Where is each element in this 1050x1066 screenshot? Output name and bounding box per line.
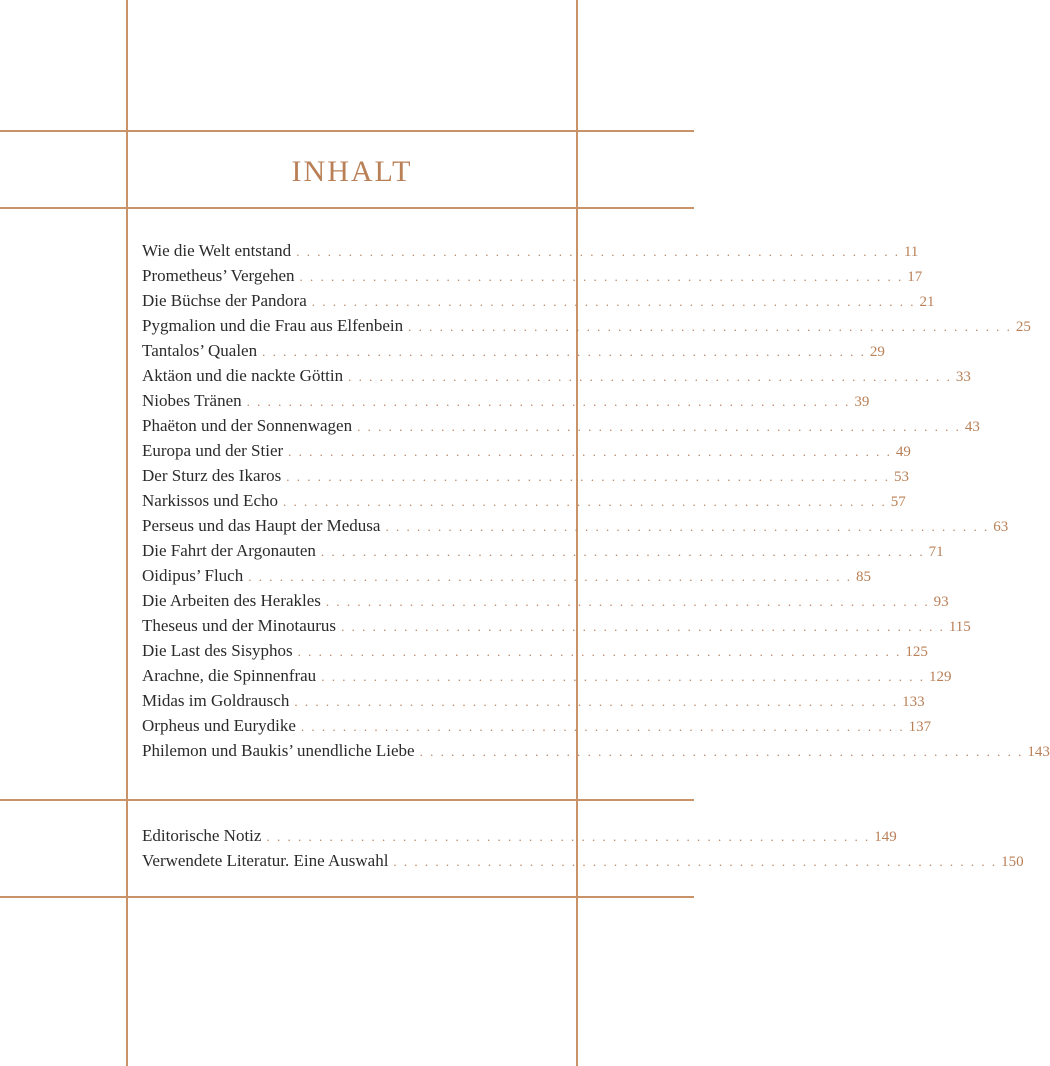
toc-dot-leader: . . . . . . . . . . . . . . . . . . . . . . . . . . . . . . . . . . . . . . . . . . . . . . . . . . . . . . . . . . (282, 494, 887, 509)
toc-entry-page: 53 (894, 469, 910, 485)
toc-entry-page: 150 (1001, 854, 1024, 870)
toc-dot-leader: . . . . . . . . . . . . . . . . . . . . . . . . . . . . . . . . . . . . . . . . . . . . . . . . . . . . . . . . . . (311, 294, 916, 309)
toc-entry-page: 129 (928, 669, 952, 685)
toc-dot-leader: . . . . . . . . . . . . . . . . . . . . . . . . . . . . . . . . . . . . . . . . . . . . . . . . . . . . . . . . . . (393, 854, 998, 869)
toc-entry-title: Aktäon und die nackte Göttin (142, 366, 344, 385)
toc-entry (142, 613, 971, 638)
toc-entry-title: Die Arbeiten des Herakles (142, 591, 321, 610)
toc-entry-page: 21 (919, 294, 935, 310)
toc-entry-title: Pygmalion und die Frau aus Elfenbein (142, 316, 404, 335)
toc-entry (142, 288, 935, 313)
toc-dot-leader: . . . . . . . . . . . . . . . . . . . . . . . . . . . . . . . . . . . . . . . . . . . . . . . . . . . . . . . . . . (248, 569, 852, 584)
toc-entry-title: Narkissos und Echo (142, 491, 278, 510)
toc-entry (142, 638, 928, 663)
toc-entry (142, 238, 919, 263)
toc-entry-title: Perseus und das Haupt der Medusa (142, 516, 381, 535)
table-of-contents (142, 238, 1050, 763)
toc-entry (142, 688, 925, 713)
toc-dot-leader: . . . . . . . . . . . . . . . . . . . . . . . . . . . . . . . . . . . . . . . . . . . . . . . . . . . . . . . . . . (299, 269, 904, 284)
toc-dot-leader: . . . . . . . . . . . . . . . . . . . . . . . . . . . . . . . . . . . . . . . . . . . . . . . . . . . . . . . . . . (266, 829, 871, 844)
toc-entry (142, 563, 871, 588)
toc-dot-leader: . . . . . . . . . . . . . . . . . . . . . . . . . . . . . . . . . . . . . . . . . . . . . . . . . . . . . . . . . . (288, 444, 892, 459)
toc-entry-title: Phaëton und der Sonnenwagen (142, 416, 353, 435)
toc-entry-title: Theseus und der Minotaurus (142, 616, 337, 635)
toc-entry (142, 513, 1009, 538)
toc-dot-leader: . . . . . . . . . . . . . . . . . . . . . . . . . . . . . . . . . . . . . . . . . . . . . . . . . . . . . . . . . . (297, 644, 902, 659)
toc-entry-page: 93 (933, 594, 949, 610)
toc-entry (142, 738, 1050, 763)
toc-entry (142, 413, 980, 438)
horizontal-rule-extra-top (0, 799, 694, 801)
table-of-contents-appendix (142, 823, 1024, 873)
toc-entry-title: Niobes Tränen (142, 391, 242, 410)
toc-entry-title: Orpheus und Eurydike (142, 716, 296, 735)
toc-entry-page: 149 (874, 829, 897, 845)
toc-entry (142, 488, 906, 513)
toc-dot-leader: . . . . . . . . . . . . . . . . . . . . . . . . . . . . . . . . . . . . . . . . . . . . . . . . . . . . . . . . . . (357, 419, 961, 434)
toc-dot-leader: . . . . . . . . . . . . . . . . . . . . . . . . . . . . . . . . . . . . . . . . . . . . . . . . . . . . . . . . . . (320, 544, 925, 559)
toc-entry (142, 363, 971, 388)
toc-entry-title: Tantalos’ Qualen (142, 341, 258, 360)
toc-dot-leader: . . . . . . . . . . . . . . . . . . . . . . . . . . . . . . . . . . . . . . . . . . . . . . . . . . . . . . . . . . (300, 719, 905, 734)
toc-entry-page: 33 (955, 369, 971, 385)
toc-entry (142, 588, 949, 613)
toc-entry (142, 713, 932, 738)
toc-entry-page: 143 (1027, 744, 1050, 760)
toc-entry-page: 17 (907, 269, 923, 285)
toc-dot-leader: . . . . . . . . . . . . . . . . . . . . . . . . . . . . . . . . . . . . . . . . . . . . . . . . . . . . . . . . . . (321, 669, 925, 684)
toc-entry-title: Die Last des Sisyphos (142, 641, 293, 660)
toc-dot-leader: . . . . . . . . . . . . . . . . . . . . . . . . . . . . . . . . . . . . . . . . . . . . . . . . . . . . . . . . . . (408, 319, 1012, 334)
toc-entry-title: Die Büchse der Pandora (142, 291, 307, 310)
page-title: INHALT (291, 155, 413, 188)
toc-entry (142, 538, 944, 563)
toc-entry-title: Editorische Notiz (142, 826, 262, 845)
toc-entry-page: 115 (948, 619, 971, 635)
toc-entry-page: 57 (890, 494, 906, 510)
toc-dot-leader: . . . . . . . . . . . . . . . . . . . . . . . . . . . . . . . . . . . . . . . . . . . . . . . . . . . . . . . . . . (385, 519, 990, 534)
toc-entry-page: 63 (993, 519, 1009, 535)
toc-entry (142, 663, 952, 688)
toc-entry (142, 263, 923, 288)
horizontal-rule-title-bottom (0, 207, 694, 209)
toc-entry (142, 388, 870, 413)
toc-dot-leader: . . . . . . . . . . . . . . . . . . . . . . . . . . . . . . . . . . . . . . . . . . . . . . . . . . . . . . . . . . (294, 694, 899, 709)
toc-entry-page: 43 (964, 419, 980, 435)
toc-entry-page: 137 (908, 719, 932, 735)
toc-entry-title: Prometheus’ Vergehen (142, 266, 295, 285)
toc-dot-leader: . . . . . . . . . . . . . . . . . . . . . . . . . . . . . . . . . . . . . . . . . . . . . . . . . . . . . . . . . . (341, 619, 945, 634)
toc-entry-title: Wie die Welt entstand (142, 241, 292, 260)
toc-entry-page: 11 (903, 244, 919, 260)
toc-entry-page: 125 (905, 644, 928, 660)
horizontal-rule-title-top (0, 130, 694, 132)
toc-entry (142, 338, 885, 363)
toc-dot-leader: . . . . . . . . . . . . . . . . . . . . . . . . . . . . . . . . . . . . . . . . . . . . . . . . . . . . . . . . . . (419, 744, 1024, 759)
toc-entry-title: Arachne, die Spinnenfrau (142, 666, 317, 685)
toc-entry-title: Die Fahrt der Argonauten (142, 541, 316, 560)
toc-entry-page: 49 (895, 444, 911, 460)
toc-dot-leader: . . . . . . . . . . . . . . . . . . . . . . . . . . . . . . . . . . . . . . . . . . . . . . . . . . . . . . . . . . (262, 344, 866, 359)
toc-entry-page: 29 (869, 344, 885, 360)
toc-dot-leader: . . . . . . . . . . . . . . . . . . . . . . . . . . . . . . . . . . . . . . . . . . . . . . . . . . . . . . . . . . (286, 469, 891, 484)
toc-entry (142, 463, 910, 488)
toc-entry (142, 313, 1031, 338)
toc-entry (142, 848, 1024, 873)
horizontal-rule-extra-bottom (0, 896, 694, 898)
toc-entry-page: 85 (855, 569, 871, 585)
toc-entry-title: Oidipus’ Fluch (142, 566, 244, 585)
toc-entry-title: Philemon und Baukis’ unendliche Liebe (142, 741, 415, 760)
toc-dot-leader: . . . . . . . . . . . . . . . . . . . . . . . . . . . . . . . . . . . . . . . . . . . . . . . . . . . . . . . . . . (348, 369, 952, 384)
toc-entry-title: Europa und der Stier (142, 441, 284, 460)
toc-entry-page: 71 (928, 544, 944, 560)
toc-entry-title: Midas im Goldrausch (142, 691, 290, 710)
toc-dot-leader: . . . . . . . . . . . . . . . . . . . . . . . . . . . . . . . . . . . . . . . . . . . . . . . . . . . . . . . . . . (296, 244, 900, 259)
toc-dot-leader: . . . . . . . . . . . . . . . . . . . . . . . . . . . . . . . . . . . . . . . . . . . . . . . . . . . . . . . . . . (246, 394, 851, 409)
toc-dot-leader: . . . . . . . . . . . . . . . . . . . . . . . . . . . . . . . . . . . . . . . . . . . . . . . . . . . . . . . . . . (325, 594, 930, 609)
toc-entry (142, 823, 897, 848)
toc-entry-title: Verwendete Literatur. Eine Auswahl (142, 851, 389, 870)
toc-entry-page: 133 (902, 694, 925, 710)
toc-entry-page: 25 (1015, 319, 1031, 335)
toc-entry-page: 39 (854, 394, 870, 410)
toc-entry-title: Der Sturz des Ikaros (142, 466, 282, 485)
toc-entry (142, 438, 911, 463)
